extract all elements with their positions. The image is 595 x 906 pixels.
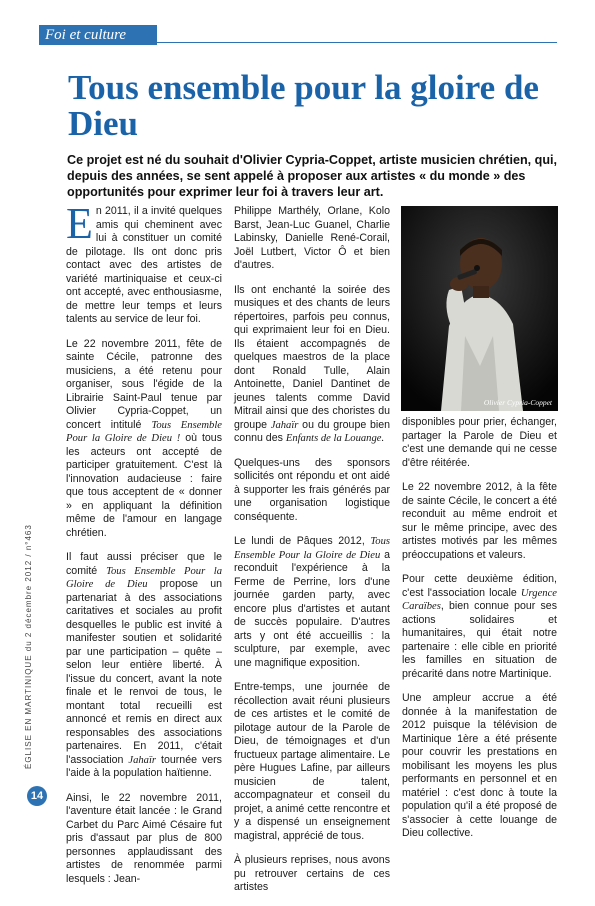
- singer-illustration: [401, 206, 558, 411]
- paragraph-text: ou du groupe bien connu des: [234, 418, 391, 444]
- article-title: Tous ensemble pour la gloire de Dieu: [68, 68, 539, 143]
- paragraph: [234, 284, 390, 446]
- committee-name: Tous Ensemble Pour la Gloire de Dieu: [66, 565, 222, 590]
- paragraph: Une ampleur accrue a été donnée à la manifestation de 2012 puisque la télévision de Martinique 1ère a été présente pour couvrir les prestations en mobilisant les moyens les plus performants en personnel et en matériel : c'est donc à toute la population qu'il a été proposé de s'associer à cette louange de Dieu collective.: [402, 692, 557, 839]
- paragraph-text: propose un partenariat à des associations caritatives et sociales au profit desquelles le public est invité à manifester soutien et solidarité par une participation – quête – selon leur entière liberté. À l'issue du concert, avant la note finale et le renvoi de tous, le montant total recueilli est annoncé et remis en direct aux responsables des associations partenaires. En 2011, c'était l'association: [66, 578, 222, 766]
- paragraph: Quelques-uns des sponsors sollicités ont répondu et ont aidé à supporter les frais générés par une organisation logistique conséquente.: [234, 456, 390, 523]
- paragraph-text: Ils ont enchanté la soirée des musiques et des chants de leurs répertoires, parfois peu connus, qui exprimaient leur foi en Dieu. Ils étaient accompagnés de quelques maestros de la place dont Ronald Tulle, Alain Antoinette, Daniel Dantinet de jeunes talents comme David Mitrail ainsi que des choristes du groupe: [234, 283, 390, 431]
- paragraph-text: , bien connue pour ses actions solidaires et humanitaires, qui était notre partenaire : elle cible en priorité les familles en situation de précarité dans notre Martinique.: [402, 600, 557, 680]
- column-2: [234, 205, 390, 906]
- paragraph-text: tournée vers l'aide à la population haïtienne.: [66, 753, 222, 779]
- group-name: Enfants de la Louange.: [285, 433, 385, 444]
- section-tab: Foi et culture: [39, 25, 157, 45]
- paragraph-text: Pour cette deuxième édition, c'est l'association locale: [402, 573, 557, 599]
- paragraph: [66, 338, 222, 541]
- paragraph-text: n 2011, il a invité quelques amis qui cheminent avec lui à constituer un comité de pilotage. Ils ont donc pris contact avec des artistes de variété martiniquaise et ceux-ci ont accepté, avec enthousiasme, de mettre leur temps et leurs talents au service de leur foi.: [66, 205, 222, 325]
- association-name: Urgence Caraïbes: [402, 587, 557, 612]
- column-3: [402, 416, 557, 852]
- publication-side-text: ÉGLISE EN MARTINIQUE du 2 décembre 2012 / n°463: [24, 524, 33, 769]
- section-header: [0, 0, 595, 46]
- paragraph: Ainsi, le 22 novembre 2011, l'aventure était lancée : le Grand Carbet du Parc Aimé Césaire fut pris d'assaut par plus de 800 personnes applaudissant des artistes de renommée parmi lesquels : Jean-: [66, 791, 222, 885]
- paragraph: Entre-temps, une journée de récollection avait réuni plusieurs de ces artistes et le comité de pilotage autour de la Parole de Dieu, de témoignages et d'un fructueux partage alimentaire. Le père Hugues Lafine, par ailleurs musicien de talent, accompagnateur et conseil du projet, a animé cette rencontre et y a dispensé un enseignement magistral, apprécié de tous.: [234, 681, 390, 842]
- column-1: [66, 199, 222, 897]
- photo-caption: Olivier Cypria-Coppet: [483, 398, 552, 407]
- section-rule: [157, 42, 557, 43]
- paragraph-text: Le lundi de Pâques 2012,: [234, 535, 371, 547]
- group-name: Jahaïr: [270, 419, 299, 431]
- paragraph-text: où tous les acteurs ont accepté de participer gratuitement. C'est là l'innovation audacieuse : faire que tous acceptent de « donner » en appliquant la définition même de l'amour en langage chrétien.: [66, 432, 222, 539]
- side-text-anchor: [24, 524, 34, 779]
- performer-photo: [401, 206, 558, 411]
- paragraph: [66, 199, 222, 327]
- paragraph-text: Le 22 novembre 2011, fête de sainte Cécile, patronne des musiciens, a été retenu pour organiser, sous l'égide de la Librairie Saint-Paul tenue par Olivier Cypria-Coppet, un concert intitulé: [66, 337, 222, 431]
- concert-title: Tous Ensemble Pour la Gloire de Dieu: [234, 536, 390, 561]
- paragraph: Le 22 novembre 2012, à la fête de sainte Cécile, le concert a été reconduit au même endroit et sur le même principe, avec des artistes motivés par les mêmes préoccupations et valeurs.: [402, 481, 557, 561]
- article-lead: Ce projet est né du souhait d'Olivier Cypria-Coppet, artiste musicien chrétien, qui, depuis des années, se sent appelé à proposer aux artistes « du monde » des opportunités pour exprimer leur foi à travers leur art.: [67, 153, 558, 199]
- paragraph: [234, 535, 390, 670]
- paragraph: disponibles pour prier, échanger, partager la Parole de Dieu et c'est une demande qui ne cesse d'être réitérée.: [402, 416, 557, 469]
- drop-cap: E: [66, 199, 93, 248]
- paragraph-text: a reconduit l'expérience à la Ferme de Perrine, lors d'une journée garden party, avec encore plus d'artistes et autant de succès populaire. D'autres arts y ont été accueillis : la sculpture, par exemple, avec une magnifique exposition.: [234, 548, 390, 669]
- paragraph: Philippe Marthély, Orlane, Kolo Barst, Jean-Luc Guanel, Charlie Labinsky, Danielle René-Corail, Joël Lutbert, Victor Ô et bien d'autres.: [234, 205, 390, 271]
- paragraph: [402, 573, 557, 681]
- concert-title: Tous Ensemble Pour la Gloire de Dieu !: [66, 419, 222, 444]
- paragraph-text: Il faut aussi préciser que le comité: [66, 551, 222, 577]
- page-number: 14: [27, 786, 47, 806]
- paragraph: À plusieurs reprises, nous avons pu retrouver certains de ces artistes: [234, 854, 390, 893]
- paragraph: [66, 551, 222, 781]
- association-name: Jahaïr: [128, 754, 157, 766]
